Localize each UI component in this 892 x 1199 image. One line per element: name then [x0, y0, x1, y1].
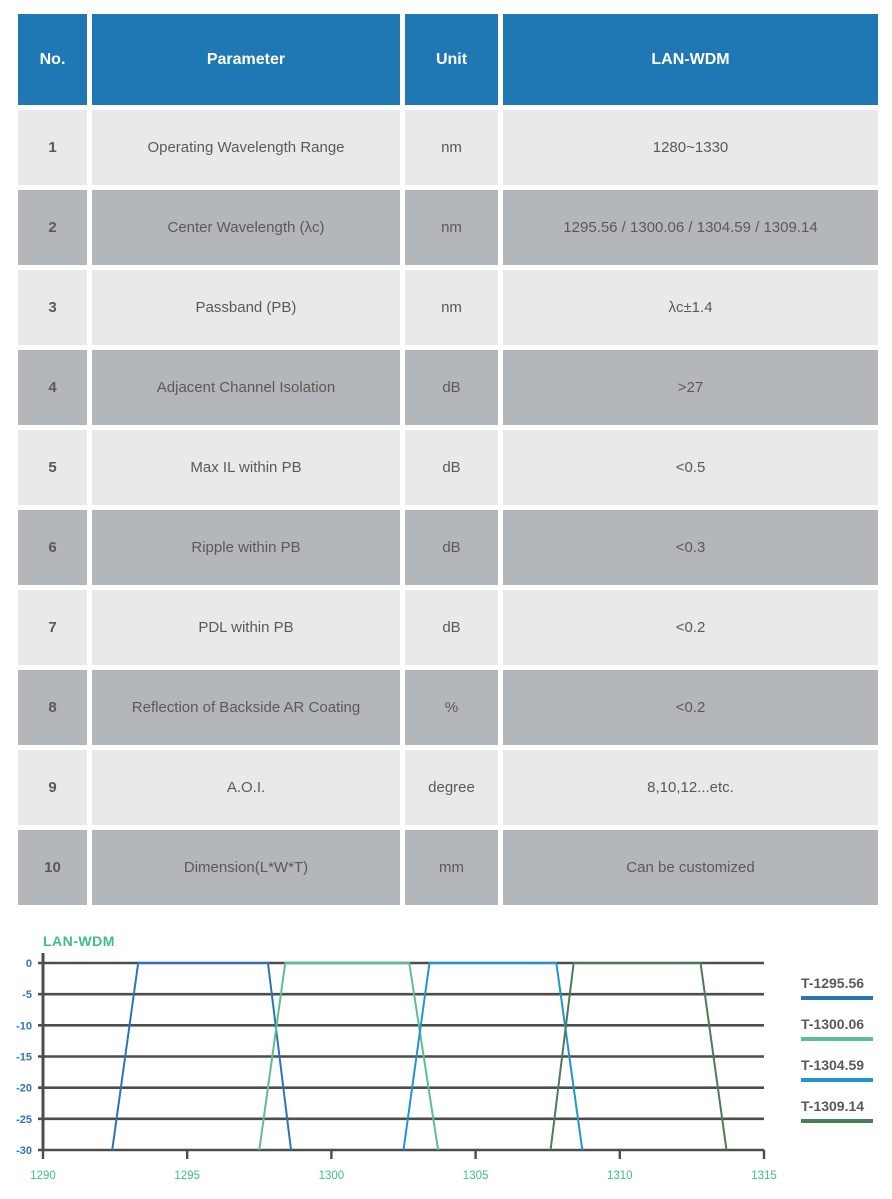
cell-no: 4: [18, 350, 87, 425]
cell-no: 7: [18, 590, 87, 665]
table-row: [18, 270, 878, 345]
cell-value: <0.2: [503, 670, 878, 745]
table-row: [18, 590, 878, 665]
cell-parameter: Ripple within PB: [92, 510, 400, 585]
cell-value: 1295.56 / 1300.06 / 1304.59 / 1309.14: [503, 190, 878, 265]
spec-table: [13, 9, 883, 910]
y-tick-label: -30: [16, 1145, 32, 1157]
cell-unit: dB: [405, 590, 498, 665]
legend-item: [801, 1057, 889, 1082]
cell-value: <0.3: [503, 510, 878, 585]
cell-unit: mm: [405, 830, 498, 905]
x-tick-label: 1295: [174, 1170, 200, 1182]
cell-parameter: PDL within PB: [92, 590, 400, 665]
legend-swatch: [801, 1119, 873, 1123]
cell-no: 5: [18, 430, 87, 505]
legend-swatch: [801, 1037, 873, 1041]
column-header-no: No.: [18, 14, 87, 105]
x-tick-label: 1300: [318, 1170, 345, 1182]
legend-swatch: [801, 996, 873, 1000]
cell-value: Can be customized: [503, 830, 878, 905]
cell-no: 9: [18, 750, 87, 825]
legend-label: T-1300.06: [801, 1016, 865, 1032]
cell-value: 1280~1330: [503, 110, 878, 185]
cell-parameter: Center Wavelength (λc): [92, 190, 400, 265]
x-tick-label: 1290: [30, 1170, 56, 1182]
cell-no: 3: [18, 270, 87, 345]
column-header-unit: Unit: [405, 14, 498, 105]
cell-parameter: Operating Wavelength Range: [92, 110, 400, 185]
cell-value: >27: [503, 350, 878, 425]
legend-label: T-1304.59: [801, 1057, 865, 1073]
y-tick-label: -25: [16, 1113, 32, 1126]
cell-no: 10: [18, 830, 87, 905]
cell-no: 2: [18, 190, 87, 265]
y-tick-label: -15: [16, 1051, 32, 1064]
chart-title: LAN-WDM: [43, 933, 115, 949]
cell-parameter: Passband (PB): [92, 270, 400, 345]
column-header-parameter: Parameter: [92, 14, 400, 105]
y-tick-label: 0: [25, 958, 32, 970]
legend-item: [801, 1098, 889, 1123]
cell-no: 8: [18, 670, 87, 745]
table-row: [18, 670, 878, 745]
column-header-lan-wdm: LAN-WDM: [503, 14, 878, 105]
cell-value: <0.5: [503, 430, 878, 505]
cell-unit: degree: [405, 750, 498, 825]
cell-unit: dB: [405, 350, 498, 425]
legend-item: [801, 975, 889, 1000]
legend-label: T-1295.56: [801, 975, 865, 991]
x-tick-label: 1315: [751, 1170, 777, 1182]
cell-value: <0.2: [503, 590, 878, 665]
transmission-chart: [0, 929, 892, 1199]
table-row: [18, 510, 878, 585]
chart-legend: [801, 975, 889, 1139]
cell-unit: nm: [405, 270, 498, 345]
cell-no: 1: [18, 110, 87, 185]
chart-plot: [0, 929, 780, 1199]
legend-swatch: [801, 1078, 873, 1082]
x-tick-label: 1305: [462, 1170, 489, 1182]
y-tick-label: -10: [16, 1020, 32, 1033]
legend-item: [801, 1016, 889, 1041]
table-header-row: [18, 14, 878, 105]
cell-unit: nm: [405, 110, 498, 185]
table-row: [18, 190, 878, 265]
cell-unit: nm: [405, 190, 498, 265]
y-tick-label: -5: [22, 989, 32, 1002]
cell-no: 6: [18, 510, 87, 585]
cell-parameter: Max IL within PB: [92, 430, 400, 505]
cell-parameter: Adjacent Channel Isolation: [92, 350, 400, 425]
y-tick-label: -20: [16, 1082, 32, 1095]
x-tick-label: 1310: [607, 1170, 633, 1182]
table-row: [18, 350, 878, 425]
cell-unit: %: [405, 670, 498, 745]
table-row: [18, 110, 878, 185]
cell-unit: dB: [405, 430, 498, 505]
table-row: [18, 430, 878, 505]
cell-parameter: Dimension(L*W*T): [92, 830, 400, 905]
cell-value: 8,10,12...etc.: [503, 750, 878, 825]
cell-parameter: A.O.I.: [92, 750, 400, 825]
table-row: [18, 830, 878, 905]
cell-value: λc±1.4: [503, 270, 878, 345]
cell-parameter: Reflection of Backside AR Coating: [92, 670, 400, 745]
cell-unit: dB: [405, 510, 498, 585]
table-row: [18, 750, 878, 825]
legend-label: T-1309.14: [801, 1098, 865, 1114]
